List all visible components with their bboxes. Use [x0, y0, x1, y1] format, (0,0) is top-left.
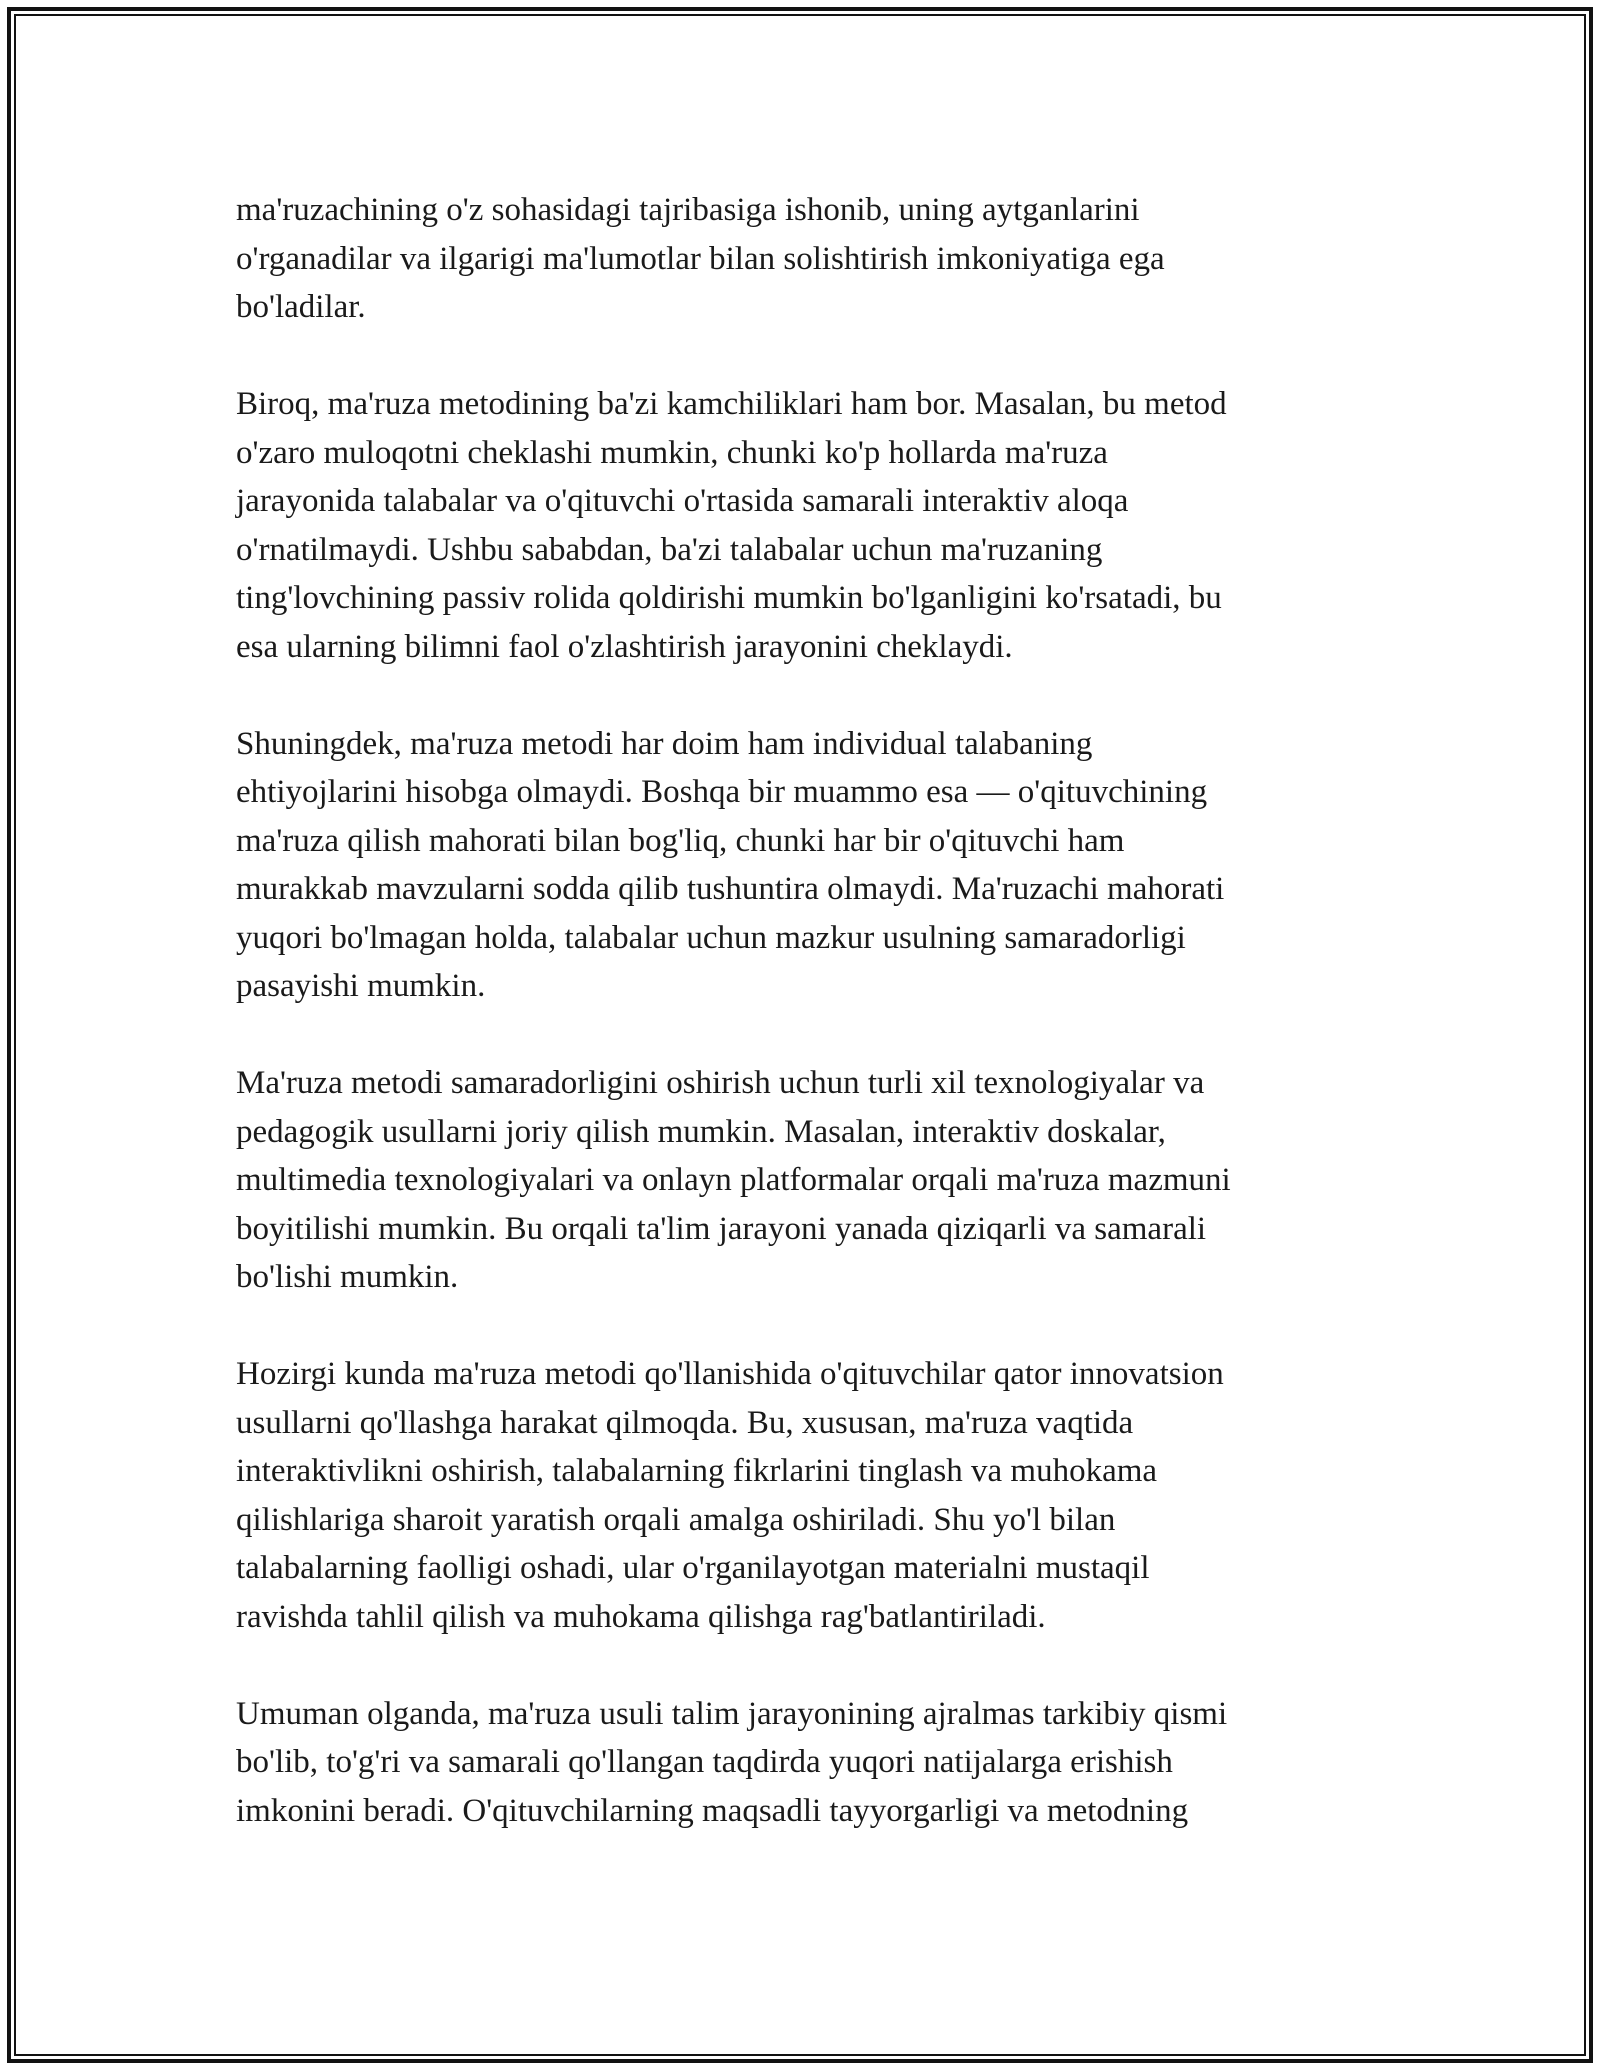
- paragraph-2: Biroq, ma'ruza metodining ba'zi kamchiliklari ham bor. Masalan, bu metod o'zaro muloqotni cheklashi mumkin, chunki ko'p hollarda ma'ruza jarayonida talabalar va o'qituvchi o'rtasida samarali interaktiv aloqa o'rnatilmaydi. Ushbu sababdan, ba'zi talabalar uchun ma'ruzaning ting'lovchining passiv rolida qoldirishi mumkin bo'lganligini ko'rsatadi, bu esa ularning bilimni faol o'zlashtirish jarayonini cheklaydi.: [236, 386, 1227, 665]
- paragraph-1: ma'ruzachining o'z sohasidagi tajribasiga ishonib, uning aytganlarini o'rganadilar va ilgarigi ma'lumotlar bilan solishtirish imkoniyatiga ega bo'ladilar.: [236, 192, 1165, 325]
- paragraph-3: Shuningdek, ma'ruza metodi har doim ham individual talabaning ehtiyojlarini hisobga olmaydi. Boshqa bir muammo esa — o'qituvchining ma'ruza qilish mahorati bilan bog'liq, chunki har bir o'qituvchi ham murakkab mavzularni sodda qilib tushuntira olmaydi. Ma'ruzachi mahorati yuqori bo'lmagan holda, talabalar uchun mazkur usulning samaradorligi pasayishi mumkin.: [236, 725, 1225, 1004]
- paragraph-4: Ma'ruza metodi samaradorligini oshirish uchun turli xil texnologiyalar va pedagogik usullarni joriy qilish mumkin. Masalan, interaktiv doskalar, multimedia texnologiyalari va onlayn platformalar orqali ma'ruza mazmuni boyitilishi mumkin. Bu orqali ta'lim jarayoni yanada qiziqarli va samarali bo'lishi mumkin.: [236, 1065, 1231, 1295]
- document-body: [236, 186, 1366, 1835]
- paragraph-5: Hozirgi kunda ma'ruza metodi qo'llanishida o'qituvchilar qator innovatsion usullarni qo'llashga harakat qilmoqda. Bu, xususan, ma'ruza vaqtida interaktivlikni oshirish, talabalarning fikrlarini tinglash va muhokama qilishlariga sharoit yaratish orqali amalga oshiriladi. Shu yo'l bilan talabalarning faolligi oshadi, ular o'rganilayotgan materialni mustaqil ravishda tahlil qilish va muhokama qilishga rag'batlantiriladi.: [236, 1356, 1224, 1635]
- paragraph-6: Umuman olganda, ma'ruza usuli talim jarayonining ajralmas tarkibiy qismi bo'lib, to'g'ri va samarali qo'llangan taqdirda yuqori natijalarga erishish imkonini beradi. O'qituvchilarning maqsadli tayyorgarligi va metodning: [236, 1695, 1228, 1829]
